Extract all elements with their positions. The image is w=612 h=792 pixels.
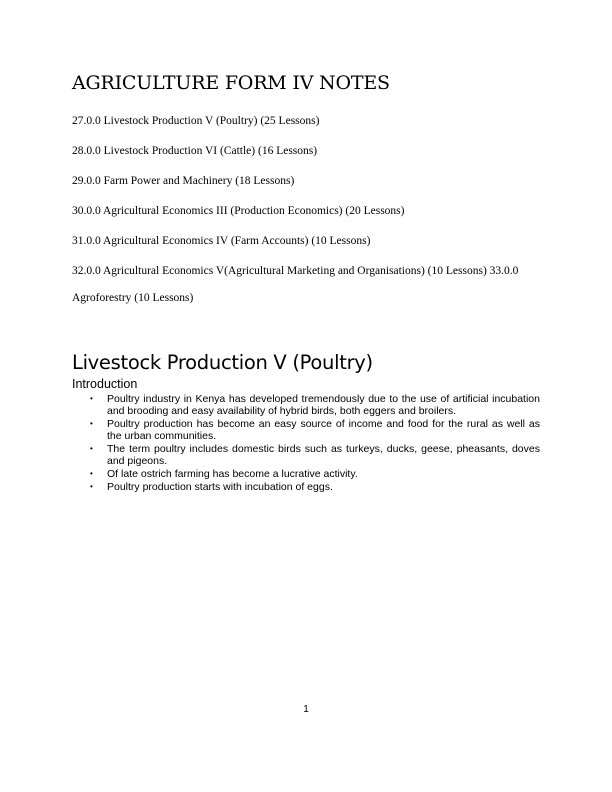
toc-item: 28.0.0 Livestock Production VI (Cattle) (16 Lessons) [72, 145, 318, 157]
list-item-text: Of late ostrich farming has become a lucrative activity. [107, 468, 358, 480]
list-item-text: Poultry production starts with incubation of eggs. [107, 481, 333, 493]
bullet-icon: • [90, 482, 93, 491]
section-title: Livestock Production V (Poultry) [72, 351, 373, 374]
list-item [90, 443, 540, 467]
section-subheading: Introduction [72, 377, 138, 391]
bullet-icon: • [90, 444, 93, 453]
table-of-contents [72, 114, 547, 312]
list-item [90, 393, 540, 417]
toc-item: 29.0.0 Farm Power and Machinery (18 Lessons) [72, 175, 295, 187]
list-item-text: Poultry production has become an easy source of income and food for the rural as well as the urban communities. [107, 418, 540, 442]
toc-item: 27.0.0 Livestock Production V (Poultry) (25 Lessons) [72, 115, 320, 127]
list-item [90, 481, 540, 493]
toc-item: 32.0.0 Agricultural Economics V(Agricultural Marketing and Organisations) (10 Lessons) 33.0.0 Agroforestry (10 Lessons) [72, 265, 519, 304]
bullet-icon: • [90, 469, 93, 478]
bullet-list [90, 393, 540, 494]
bullet-icon: • [90, 394, 93, 403]
bullet-icon: • [90, 419, 93, 428]
page-title: AGRICULTURE FORM IV NOTES [72, 72, 390, 94]
list-item-text: Poultry industry in Kenya has developed tremendously due to the use of artificial incubation and brooding and easy availability of hybrid birds, both eggers and broilers. [107, 393, 540, 417]
toc-item: 30.0.0 Agricultural Economics III (Production Economics) (20 Lessons) [72, 205, 405, 217]
toc-item: 31.0.0 Agricultural Economics IV (Farm Accounts) (10 Lessons) [72, 235, 371, 247]
list-item [90, 418, 540, 442]
list-item [90, 468, 540, 480]
page-number: 1 [303, 704, 309, 715]
list-item-text: The term poultry includes domestic birds such as turkeys, ducks, geese, pheasants, doves and pigeons. [107, 443, 540, 467]
